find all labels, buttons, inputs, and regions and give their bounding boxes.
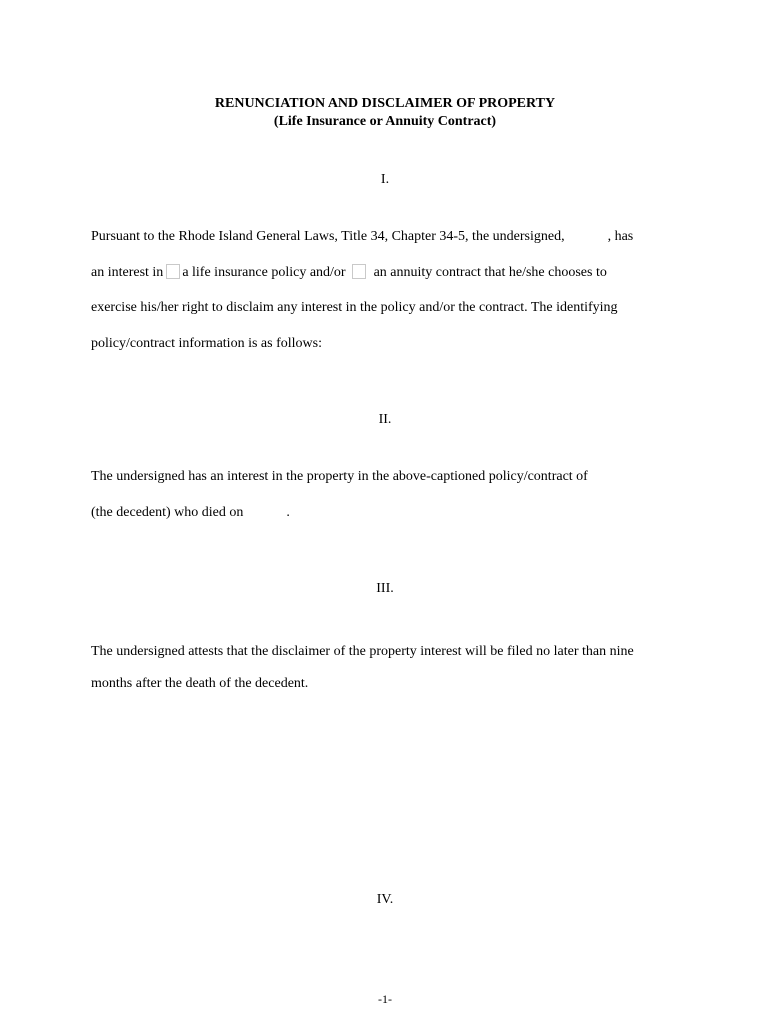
section2-line-1: The undersigned has an interest in the property in the above-captioned policy/contract of [91,469,588,484]
section-number-4: IV. [376,892,394,907]
section2-text-decedent: (the decedent) who died on [91,505,244,520]
section2-line-2 [91,505,290,521]
section1-text-undersigned: Pursuant to the Rhode Island General Laws, Title 34, Chapter 34-5, the undersigned, [91,229,565,244]
section-number-2: II. [378,412,392,427]
section1-line-1 [91,229,633,245]
section-number-3: III. [376,581,394,596]
annuity-contract-checkbox[interactable] [352,264,366,279]
section1-text-interest-in: an interest in [91,265,164,280]
document-title [0,95,770,131]
section2-text-period: . [286,505,290,520]
section1-line-2 [91,264,607,281]
section3-line-2: months after the death of the decedent. [91,676,309,691]
section-number-1: I. [380,172,390,187]
section1-line-3: exercise his/her right to disclaim any interest in the policy and/or the contract. The identifying [91,300,618,315]
title-line-2: (Life Insurance or Annuity Contract) [273,114,497,129]
section1-line-4: policy/contract information is as follows: [91,336,322,351]
page-number: -1- [378,992,392,1006]
title-line-1: RENUNCIATION AND DISCLAIMER OF PROPERTY [214,96,556,111]
section3-line-1: The undersigned attests that the disclaimer of the property interest will be filed no later than nine [91,644,634,659]
section1-text-annuity: an annuity contract that he/she chooses to [373,265,607,280]
section1-text-life-insurance: a life insurance policy and/or [182,265,346,280]
life-insurance-checkbox[interactable] [166,264,180,279]
section1-text-has: , has [607,229,634,244]
